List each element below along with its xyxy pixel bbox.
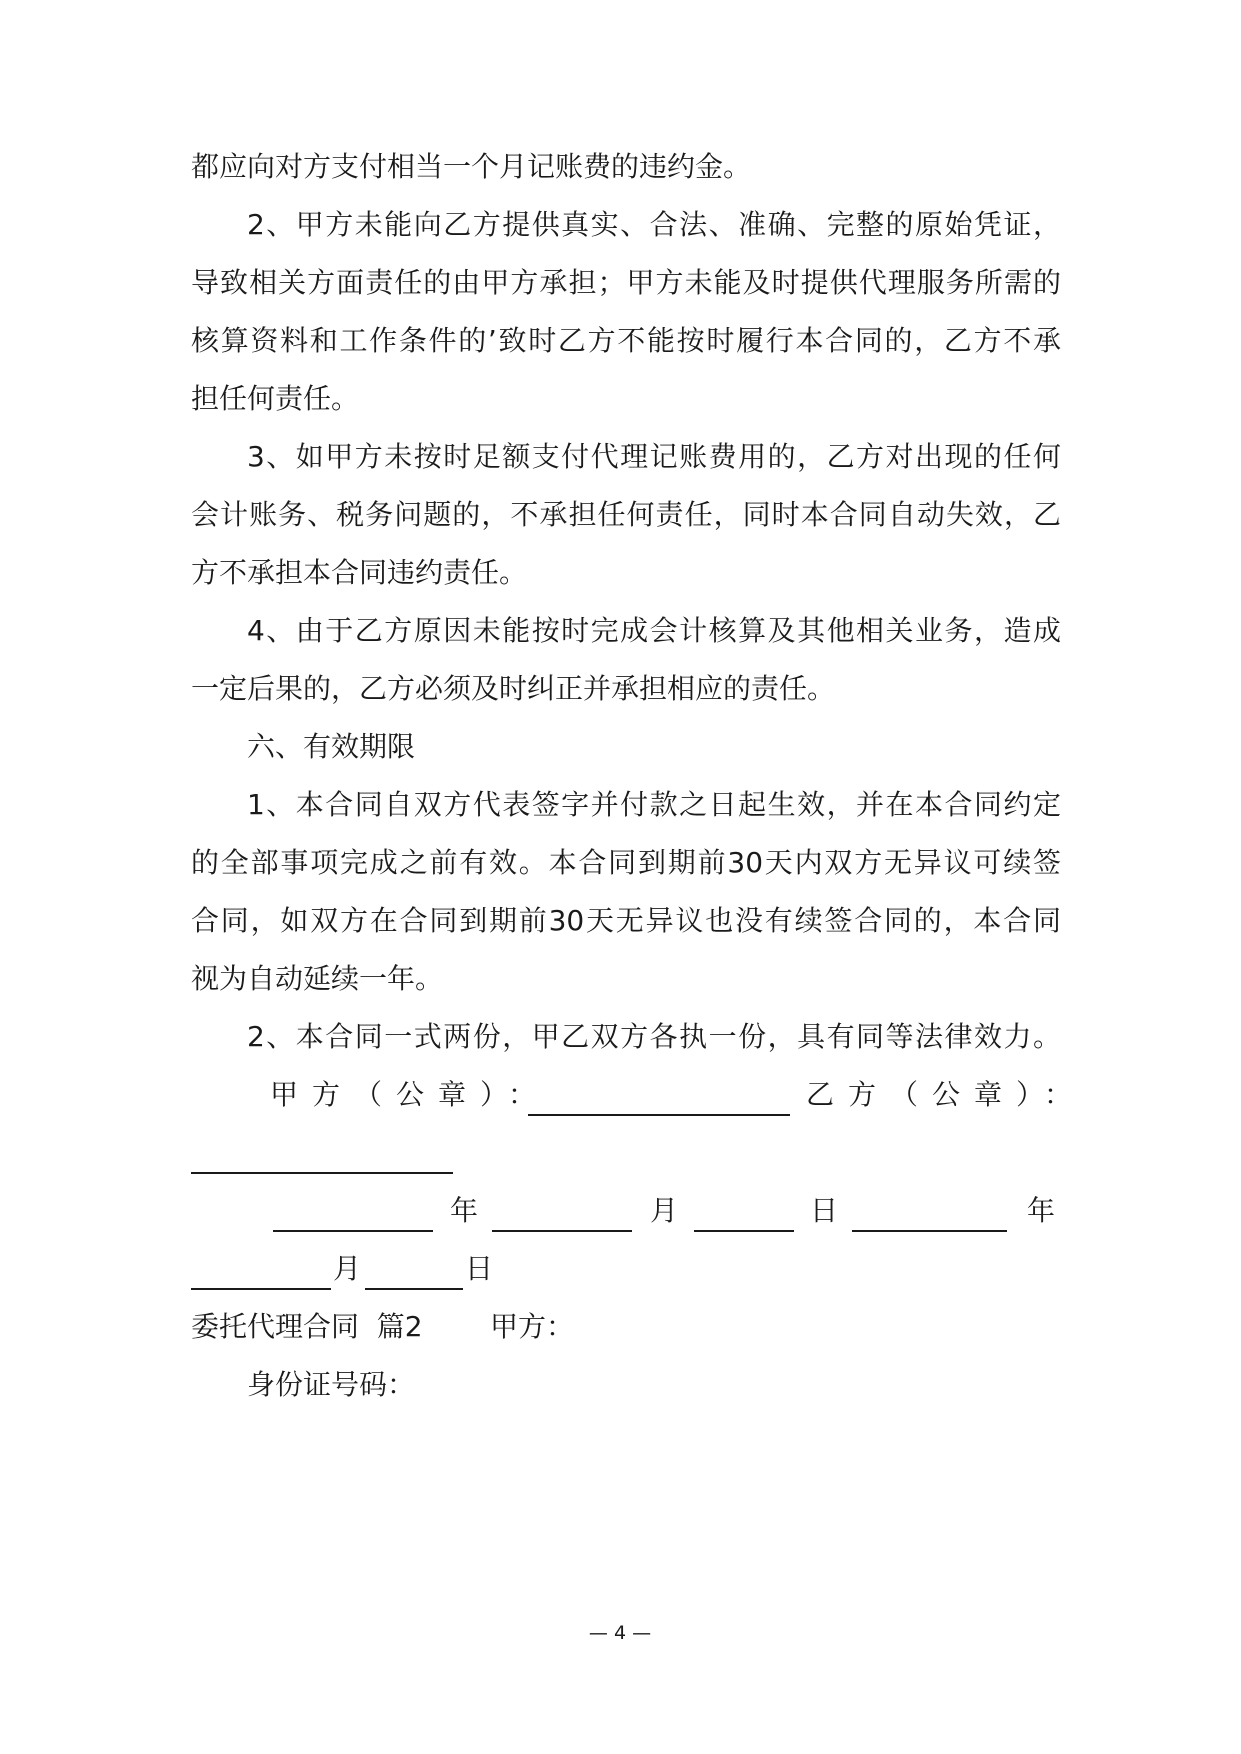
party-a-signature-blank (528, 1114, 790, 1116)
validity-clause-1-line-1: 1、本合同自双方代表签字并付款之日起生效，并在本合同约定 (247, 788, 1061, 821)
validity-clause-1-line-4: 视为自动延续一年。 (191, 962, 444, 995)
party-b-day-label: 日 (465, 1252, 494, 1285)
clause-2-line-4: 担任何责任。 (191, 382, 360, 415)
party-b-day-blank (365, 1288, 463, 1290)
party-a-month-blank (492, 1230, 632, 1232)
page-number: — 4 — (588, 1622, 652, 1644)
clause-3-line-1: 3、如甲方未按时足额支付代理记账费用的，乙方对出现的任何 (247, 440, 1061, 473)
next-contract-party-a-label: 甲方： (490, 1310, 575, 1343)
party-b-month-blank (191, 1288, 331, 1290)
party-a-seal-label: 甲方（公章）： (270, 1078, 551, 1111)
next-contract-title: 委托代理合同 篇2 (191, 1310, 423, 1343)
clause-2-line-1: 2、甲方未能向乙方提供真实、合法、准确、完整的原始凭证， (247, 208, 1061, 241)
party-a-day-blank (694, 1230, 794, 1232)
validity-clause-1-line-2: 的全部事项完成之前有效。本合同到期前30天内双方无异议可续签 (191, 846, 1061, 879)
section-heading: 六、有效期限 (247, 730, 416, 763)
paragraph-line: 都应向对方支付相当一个月记账费的违约金。 (191, 150, 752, 183)
party-b-seal-label: 乙方（公章）： (806, 1078, 1087, 1111)
id-number-label: 身份证号码： (247, 1368, 416, 1401)
clause-2-line-2: 导致相关方面责任的由甲方承担；甲方未能及时提供代理服务所需的 (191, 266, 1061, 299)
party-b-year-blank (852, 1230, 1007, 1232)
clause-4-line-2: 一定后果的，乙方必须及时纠正并承担相应的责任。 (191, 672, 836, 705)
party-b-month-label: 月 (333, 1252, 362, 1285)
clause-3-line-3: 方不承担本合同违约责任。 (191, 556, 528, 589)
party-a-year-blank (273, 1230, 433, 1232)
party-a-month-label: 月 (650, 1194, 679, 1227)
party-b-signature-blank (191, 1172, 453, 1174)
validity-clause-1-line-3: 合同，如双方在合同到期前30天无异议也没有续签合同的，本合同 (191, 904, 1061, 937)
clause-4-line-1: 4、由于乙方原因未能按时完成会计核算及其他相关业务，造成 (247, 614, 1061, 647)
clause-2-line-3: 核算资料和工作条件的’致时乙方不能按时履行本合同的，乙方不承 (191, 324, 1061, 357)
party-a-day-label: 日 (810, 1194, 839, 1227)
party-b-year-label: 年 (1027, 1194, 1056, 1227)
validity-clause-2: 2、本合同一式两份，甲乙双方各执一份，具有同等法律效力。 (247, 1020, 1061, 1053)
party-a-year-label: 年 (450, 1194, 479, 1227)
clause-3-line-2: 会计账务、税务问题的，不承担任何责任，同时本合同自动失效，乙 (191, 498, 1061, 531)
